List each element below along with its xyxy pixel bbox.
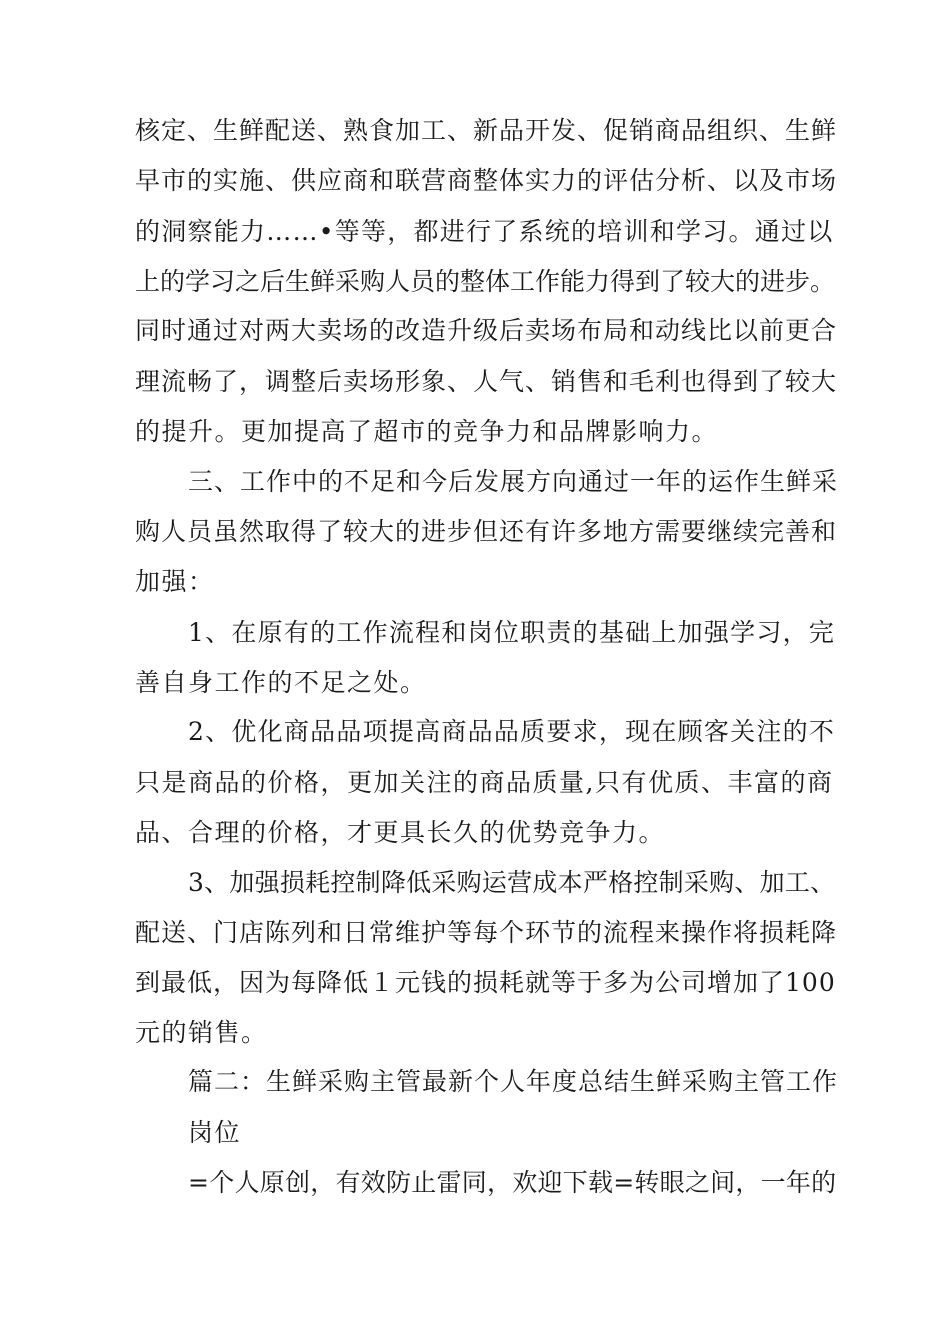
- text-line: 加强：: [135, 567, 215, 596]
- text-line: 只是商品的价格，更加关注的商品质量,只有优质、丰富的商: [135, 768, 834, 797]
- section-heading: 篇二：生鲜采购主管最新个人年度总结生鲜采购主管工作: [188, 1067, 839, 1096]
- text-line: 配送、门店陈列和日常维护等每个环节的流程来操作将损耗降: [135, 918, 838, 947]
- text-line: 3、加强损耗控制降低采购运营成本严格控制采购、加工、: [188, 868, 836, 897]
- text-line: 的洞察能力……•等等，都进行了系统的培训和学习。通过以: [135, 217, 834, 246]
- text-line: 元的销售。: [135, 1018, 268, 1047]
- text-line: 同时通过对两大卖场的改造升级后卖场布局和动线比以前更合: [135, 316, 838, 345]
- text-line: 核定、生鲜配送、熟食加工、新品开发、促销商品组织、生鲜: [135, 116, 838, 145]
- text-line: 的提升。更加提高了超市的竞争力和品牌影响力。: [135, 417, 719, 446]
- text-line: =个人原创，有效防止雷同，欢迎下载=转眼之间，一年的: [188, 1168, 837, 1197]
- text-line: 早市的实施、供应商和联营商整体实力的评估分析、以及市场: [135, 166, 838, 195]
- text-line: 到最低，因为每降低１元钱的损耗就等于多为公司增加了100: [135, 968, 836, 997]
- section-heading-continued: 岗位: [188, 1118, 242, 1147]
- text-line: 购人员虽然取得了较大的进步但还有许多地方需要继续完善和: [135, 517, 838, 546]
- text-line: 品、合理的价格，才更具长久的优势竞争力。: [135, 818, 666, 847]
- text-line: 理流畅了，调整后卖场形象、人气、销售和毛利也得到了较大: [135, 367, 838, 396]
- text-line: 2、优化商品品项提高商品品质要求，现在顾客关注的不: [188, 717, 836, 746]
- text-line: 1、在原有的工作流程和岗位职责的基础上加强学习，完: [188, 618, 836, 647]
- text-line: 善自身工作的不足之处。: [135, 668, 427, 697]
- text-line: 三、工作中的不足和今后发展方向通过一年的运作生鲜采: [188, 467, 839, 496]
- text-line: 上的学习之后生鲜采购人员的整体工作能力得到了较大的进步。: [135, 267, 836, 296]
